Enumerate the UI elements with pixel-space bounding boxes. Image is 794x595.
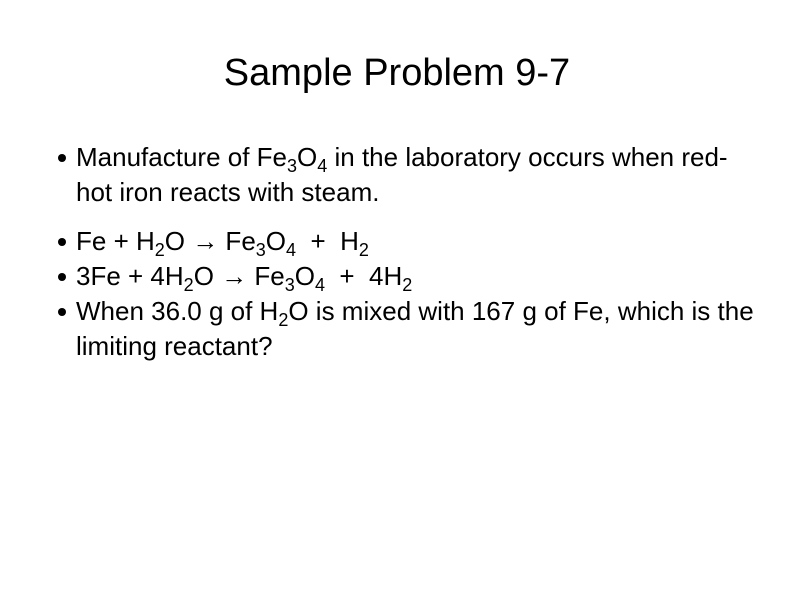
- bullet-dot-icon: [58, 308, 66, 316]
- bullet-item-manufacture: Manufacture of $Fe_3O_4$ in the laboratory occurs when red-hot iron reacts with steam.: [54, 140, 754, 210]
- bullet-dot-icon: [58, 154, 66, 162]
- bullet-dot-icon: [58, 273, 66, 281]
- bullet-item-unbalanced-equation: $Fe + H_2O \to Fe_3O_4 + H_2$: [54, 224, 754, 259]
- bullet-item-balanced-equation: $3Fe + 4H_2O \to Fe_3O_4 + 4H_2$: [54, 259, 754, 294]
- bullet-dot-icon: [58, 238, 66, 246]
- bullet-list: [54, 140, 754, 364]
- slide-title: Sample Problem 9-7: [223, 52, 571, 94]
- bullet-item-question: When 36.0 g of $H_2O$ is mixed with 167 g of Fe, which is the limiting reactant?: [54, 294, 754, 364]
